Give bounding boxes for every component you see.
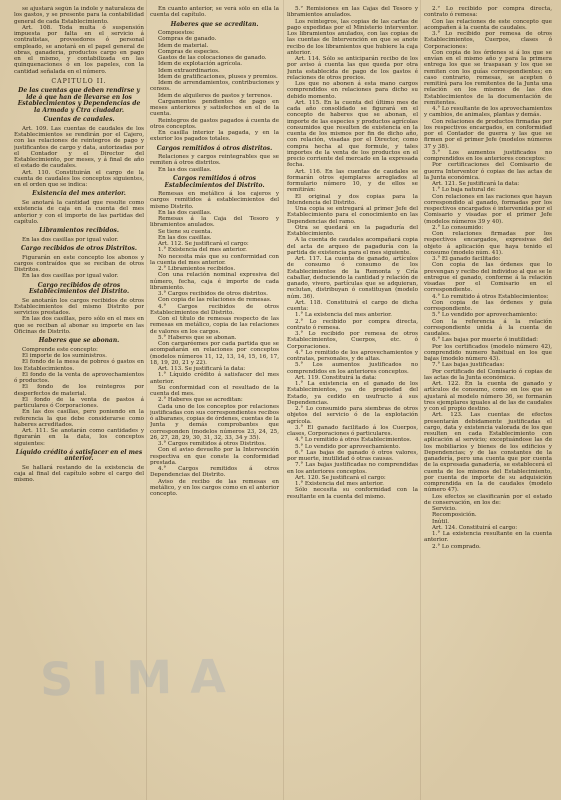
paragraph: Cada uno de los conceptos por relaciones justificadas con sus correspondientes recibos ó albaranes, copias de órdenes, cuentas de la Junta y demás comprobantes que corresponden (modelos números 23, 24, 25, 26, 27, 28, 29, 30, 31, 32, 33, 34 y 35). xyxy=(150,403,279,441)
paragraph: Por los certificados (modelo número 42), comprendido numero habitual en los que bajas (modelo número 43). xyxy=(424,343,552,362)
section-heading: Cargo recibidos de otros Establecimientos del Distrito. xyxy=(28,281,130,296)
paragraph: Art. 118. Constituirá el cargo de dicha cuenta: xyxy=(287,299,418,312)
paragraph: Remesas en metálico á los cajeros y cargos remitidos á establecimientos del mismo Distrito. xyxy=(150,191,279,210)
paragraph: El fondo de los reintegros por desperfectos de material. xyxy=(14,384,144,397)
paragraph: Cargamentos pendientes de pago en meses anteriores y satisfechos en el de la cuenta. xyxy=(150,98,279,118)
paragraph: 1.° La existencia resultante en la cuenta anterior. xyxy=(424,531,552,544)
section-heading: Haberes que se abonan. xyxy=(38,337,120,345)
paragraph: Art. 113. Se justificará la data: xyxy=(158,366,246,373)
paragraph: Art. 114. Sólo se anticiparán recibo de los por aviso á cuenta las que queda por otra Junta establecida de pago de los gastos é relaciones de otros precios. xyxy=(287,56,418,81)
paragraph: Con copia de las órdenes y guía correspondiente. xyxy=(424,299,552,312)
section-heading: Líquido crédito á satisfacer en el mes anterior. xyxy=(15,448,143,463)
paragraph: En casilla interior la pagada, y en la exterior los pagados totales. xyxy=(150,130,279,143)
paragraph: Una copia se entregará al primer Jefe del Establecimiento para el conocimiento en las Dependencias del ramo. xyxy=(287,206,418,225)
paragraph: 5.° Los aumentos justificados no comprendidos en los anteriores conceptos. xyxy=(287,362,418,375)
section-heading: Cargos remitidos á otros distritos. xyxy=(156,144,273,152)
paragraph: Art. 112. Se justificará el cargo: xyxy=(158,241,249,248)
paragraph: Figurarán en este concepto los abonos y cargos contraídos que se reciban de otros Distritos. xyxy=(14,254,144,273)
paragraph: Los efectos se clasificarán por el estado de conservación, en los de: xyxy=(424,493,552,506)
column-rule xyxy=(146,0,147,800)
paragraph: Sólo necesita su conformidad con la resultante en la cuenta del mismo. xyxy=(287,487,418,500)
paragraph: En las dos casillas por igual valor. xyxy=(22,273,119,280)
paragraph: se ajustará según la índole y naturaleza de los gastos, y se presente para la contabilidad general de cada Establecimiento. xyxy=(14,6,144,25)
paragraph: Reintegros de gastos pagados á cuenta de otros conceptos. xyxy=(150,117,279,130)
paragraph: Servicio. xyxy=(432,506,457,512)
paragraph: Con las relaciones de este concepto que acompañen á la cuenta de caudales. xyxy=(424,18,552,31)
paragraph: Con el título de remesas respecto de las remesas en metálico, copia de las relaciones de valores en los cargos. xyxy=(150,316,279,335)
paragraph: 3.° El ganado facilitado: xyxy=(432,256,501,262)
paragraph: Art. 121. Se justificará la data: xyxy=(432,181,520,187)
paragraph: Gastos de las colocaciones de ganado. xyxy=(158,55,267,62)
paragraph: Se anotará la cantidad que resulte como existencia de caja en la cuenta del mes anterior y con el importe de las partidas del capítulo. xyxy=(14,200,144,225)
paragraph: Art. 115. En la cuenta del último mes de cada año consolidado se figurará en el concepto de haberes que se abonan, el importe de las especies y productos agrícolas consumidos que resulten de existencia en la cuenta de los mismos por fin de dicho año, con relación, visadas por el Director, como compra hecha al que formule, y tales importes de la venta de los productos en el precio corriente del mercado en la expresada fecha. xyxy=(287,99,418,169)
section-heading: Haberes que se acreditan. xyxy=(170,20,259,28)
paragraph: 6.° Las bajas por muerte ó inutilidad: xyxy=(432,337,539,344)
paragraph: Con copia de las órdenes que lo prevengan y recibo del individuo al que se le entregue el ganado, conforme á la relación visadas por el Comisario en el correspondiente. xyxy=(424,262,552,294)
paragraph: Idem extraordinarios. xyxy=(158,67,220,74)
paragraph: Idem de material. xyxy=(158,42,209,49)
section-heading: Cargos remitidos á otros Establecimientos del Distrito. xyxy=(164,174,265,189)
text-column-3 xyxy=(287,6,418,500)
paragraph: 5.° Lo vendido por aprovechamiento. xyxy=(295,443,401,450)
paragraph: Idem de gratificaciones, pluses y premios. xyxy=(158,73,278,80)
paragraph: 1.° Existencia del mes anterior. xyxy=(158,247,247,254)
paragraph: El importe de los suministros. xyxy=(22,353,107,360)
paragraph: Con copia de los órdenes si á los que se envían en el mismo año y para la primera entrega los que se traspasan y los que se remiten con los guías correspondientes; en caso contrario, remesas, se acepten ó remitirá para los remitentes de la Junta una relación en los mismos de las dos Establecimientos de la documentación de remitentes. xyxy=(424,49,552,106)
paragraph: Art. 111. Se anotarán como cantidades y figurarán en la data, los conceptos siguientes: xyxy=(14,428,144,447)
paragraph: Art. 124. Constituirá el cargo: xyxy=(432,524,518,531)
paragraph: Se hallará restando de la existencia de caja al final del capítulo sobre el cargo del mismo. xyxy=(14,464,144,484)
paragraph: Con relaciones firmadas por los respectivos encargados, expresivas del objeto á aplicación que haya tenido el consumo (modelo núm. 41). xyxy=(424,231,552,256)
paragraph: Remesas á la Caja del Tesoro y libramientos anulados. xyxy=(150,216,279,229)
paragraph: Con cargaréemes por cada partida que se acompañarán en relaciones por conceptos (modelos números 11, 12, 13, 14, 15, 16, 17, 18, 19, 20, 21 y 22). xyxy=(150,341,279,366)
paragraph: 4.° Lo resultante de los aprovechamientos y cambios, de animales, plantas y demás. xyxy=(424,106,552,119)
paragraph: Se anotarán los cargos recibidos de otros Establecimientos del mismo Distrito por servicios prestados. xyxy=(14,297,144,317)
column-rule xyxy=(283,0,284,800)
paragraph: Recomposición. xyxy=(432,512,477,519)
paragraph: 2.° Lo comprado. xyxy=(432,543,481,550)
paragraph: En las dos casillas. xyxy=(158,166,212,173)
paragraph: 3.° Cargos recibidos de otros distritos. xyxy=(158,291,268,298)
paragraph: Art. 110. Constituirán el cargo de la cuenta de caudales los conceptos siguientes, en el orden que se indica: xyxy=(14,169,144,189)
paragraph: 4.° Lo remitido á otros Establecimientos: xyxy=(432,293,549,300)
paragraph: Compras de especies. xyxy=(158,48,220,55)
paragraph: Art. 117. La cuenta de ganado, artículos de consumo ó consumo de los Establecimientos de la Remonta y Cría caballar, deduciendo la cantidad y relación de ganado, vivero, partículas que se adquieran, reclutan, distribuyan ó constituyan (modelo núm. 36). xyxy=(287,256,418,300)
paragraph: En las dos casillas. xyxy=(158,209,212,216)
text-column-4 xyxy=(424,6,552,550)
section-heading: Cargo recibidos de otros Distritos. xyxy=(21,244,137,252)
paragraph: Los reintegros, las copias de las cartas de pago expedidas por el Ministerio interventor. Los libramientos anulados, con las copias de las cuentas de Intervención en que se anote recibo de los libramientos que hubiere la caja anterior. xyxy=(287,18,418,56)
paragraph: Con el aviso devuelto por la Intervención respectiva en que conste la conformidad prestada. xyxy=(150,447,279,466)
chapter-heading: CAPITULO II. xyxy=(51,77,107,85)
paragraph: En las dos casillas. xyxy=(158,234,212,241)
paragraph: Por certificado del Comisario ó copias de las actas de la Junta económica. xyxy=(424,368,552,381)
paragraph: Por certificaciones del Comisario de guerra Interventor ó copias de las actas de la Junta económica. xyxy=(424,162,552,181)
paragraph: 2.° Lo consumido: xyxy=(432,224,484,231)
paragraph: Aviso de recibo de las remesas en metálico, y en los cargos como en el anterior concepto. xyxy=(150,478,279,498)
section-heading: Existencia del mes anterior. xyxy=(32,190,126,198)
paragraph: Con relaciones de productos firmadas por los respectivos encargados, en conformidad por el Contador de guerra y las que se firmen por el primer Jefe (modelos números 37 y 38). xyxy=(424,118,552,150)
paragraph: Art. 108. Toda multa ó suspensión impuesta por falta en el servicio á contratistas, proveedores ó personal empleado, se anotará en el papel general de obras, ganaderia, productos cargo en pago en el mismo, y contabilizada en las quinquenaciones ó en los papeles, con la cantidad señalada en el número. xyxy=(14,24,144,75)
paragraph: 3.° Lo recibido por remesa de otros Establecimientos, Cuerpos, clases ó Corporaciones: xyxy=(424,31,552,50)
paragraph: 3.° El ganado facilitado á los Cuerpos, clases, Corporaciones ó particulares. xyxy=(287,424,418,437)
paragraph: 4.° Lo remitido á otros Establecimientos. xyxy=(295,437,412,444)
paragraph: 2.° Lo consumido para siembras de otros objetos del servicio ó de la explotación agrícola. xyxy=(287,406,418,425)
paragraph: 3.° Lo recibido por remesa de otros Establecimientos, Cuerpos, etc. ó Corporaciones. xyxy=(287,331,418,350)
paragraph: Compuestos: xyxy=(158,30,195,37)
paragraph: 1.° Lo baja natural de: xyxy=(432,187,496,194)
paragraph: 5.° Los aumentos justificados no comprendidos en los anteriores conceptos: xyxy=(424,149,552,162)
paragraph: Inútil. xyxy=(432,518,450,525)
paragraph: Idem de explotación agrícola. xyxy=(158,61,243,68)
paragraph: Con copia de las relaciones de remesas. xyxy=(158,297,272,304)
paragraph: 7.° Las bajas justificadas: xyxy=(432,362,505,369)
column-rule xyxy=(420,0,421,800)
paragraph: El fondo de la venta de pastos á particulares ó Corporaciones. xyxy=(14,396,144,410)
paragraph: El fondo de la venta de aprovechamientos ó productos. xyxy=(14,371,144,385)
paragraph: 5.° Lo vendido por aprovechamiento: xyxy=(432,312,538,319)
paragraph: 1.° Líquido crédito á satisfacer del mes anterior. xyxy=(150,372,279,385)
paragraph: 4.° Cargos remitidos á otros Dependencias del Distrito. xyxy=(150,466,279,479)
paragraph: 5.° Remisiones en las Cajas del Tesoro y libramientos anulados. xyxy=(287,6,418,19)
paragraph: Art. 109. Las cuentas de caudales de los Establecimientos se rendirán por el Cajero, con las relaciones de reintegros de pago y justificantes de cargo y data, autorizadas por el Contador y el Director del Establecimiento, por meses, y á final de año el estado de caudales. xyxy=(14,125,144,170)
paragraph: Compras de ganado. xyxy=(158,36,217,43)
paragraph: 2.° Haberes que se acreditan: xyxy=(158,397,243,404)
paragraph: Art. 120. Se justificará el cargo: xyxy=(295,474,386,481)
paragraph: 2.° Libramientos recibidos. xyxy=(158,266,236,273)
paragraph: Se tiene su cuenta. xyxy=(158,228,213,235)
section-heading: Cuentas de caudales. xyxy=(43,116,115,124)
paragraph: Art. 122. En la cuenta de ganado y artículos de consumo, como en los que se ajustará al modelo número 36, se formarán tres ejemplares iguales al de las de caudales y con el propio destino. xyxy=(424,381,552,412)
paragraph: Los que no abonen á esta mano cargos comprendidos en relaciones para dicho su debido momento. xyxy=(287,81,418,100)
text-column-1 xyxy=(14,6,144,484)
paragraph: Relaciones y cargos reintegrables que se remiten á otros distritos. xyxy=(150,154,279,167)
paragraph: Comprende este concepto: xyxy=(22,346,98,353)
paragraph: Art. 119. Constituirá la data: xyxy=(295,374,377,381)
paragraph: En las dos casillas, pero sólo en el mes en que se reciban al abonar su importe en las Oficinas de Distrito. xyxy=(14,316,144,335)
paragraph: 7.° Las bajas justificadas no comprendidas en los anteriores conceptos. xyxy=(287,462,418,475)
paragraph: 3.° Cargos remitidos á otros Distritos. xyxy=(158,441,267,448)
paragraph: Otra se quedará en la pagaduría del Establecimiento. xyxy=(287,224,418,237)
watermark-stamp: SIMA xyxy=(39,648,245,707)
paragraph: 6.° Las bajas de ganado ó otros valores, por muerte, inutilidad ó otras causas. xyxy=(287,449,418,462)
section-heading: De las cuentas que deben rendirse y lde á que han de llevarse en los Establecimientos y Dependencias de la Armada y Ctra ciudadar. xyxy=(17,87,141,114)
paragraph: Idem de arrendamientos, contribuciones y censos. xyxy=(150,80,279,93)
paragraph: No necesita más que su conformidad con la cuenta del mes anterior. xyxy=(150,253,279,266)
text-column-2 xyxy=(150,6,279,497)
paragraph: El original y dos copias para la Intendencia del Distrito. xyxy=(287,193,418,206)
paragraph: 2.° Lo recibido por compra directa, contrato ó remesa. xyxy=(287,318,418,331)
paragraph: 1.° La existencia en el ganado de los Establecimientos, ya de propiedad del Estado, ya cedido en usufructo á sus Dependencias. xyxy=(287,381,418,406)
paragraph: En cuanto anterior, se verá sólo en ella la cuenta del capítulo. xyxy=(150,6,279,19)
paragraph: 4.° Cargos recibidos de otros Establecimientos del Distrito. xyxy=(150,303,279,316)
paragraph: 2.° Lo recibido por compra directa, contrato ó remesa: xyxy=(424,6,552,19)
section-heading: Libramientos recibidos. xyxy=(39,227,119,235)
paragraph: 5.° Haberes que se abonan. xyxy=(158,334,237,341)
paragraph: Idem de alquileres de pastos y terrenos. xyxy=(158,92,273,99)
paragraph: Con la referencia á la relación correspondiente unida á la cuenta de caudales. xyxy=(424,318,552,337)
paragraph: El fondo de la mesa de pobres ó gastos en los Establecimientos. xyxy=(14,359,144,372)
paragraph: 1.° La existencia del mes anterior. xyxy=(295,312,392,319)
paragraph: A la cuenta de caudales acompañará copia del acta de arqueo de pagaduría con la partida de existencia para el mes siguiente. xyxy=(287,237,418,256)
paragraph: Art. 123. Las cuentas de efectos presentarán debidamente justificadas el cargo, data y existencia valorada de los que resulten en cada Establecimiento con aplicación al servicio; exceptuándose las de los mobiliarios y bienes de los edificios y Dependencias; y de las constantes de la ganadería, pero una cuenta que por cuenta de la expresada ganadería, se establecerá el cuenta de los mismos del Establecimiento, por cuenta de importe de su adquisición comprendida en la de caudales (modelo número 47). xyxy=(424,412,552,494)
paragraph: En las dos casillas por igual valor. xyxy=(22,236,119,243)
paragraph: Art. 116. En las cuentas de caudales se formarán otros ejemplares arreglados al formulario número 10, y de ellos se remitirán: xyxy=(287,168,418,194)
paragraph: 4.° Lo remitido de los aprovechamientos y contratas, personales, y de altas. xyxy=(287,349,418,362)
paragraph: Con una relación nominal expresiva del número, fecha, caja é importe de cada libramiento. xyxy=(150,272,279,291)
paragraph: Con relaciones en las raciones que hayan correspondido al ganado, formadas por los respectivos encargados é intervenidas por el Comisario y visadas por el primer Jefe (modelos números 39 y 40). xyxy=(424,193,552,225)
paragraph: 1.° Existencia del mes anterior. xyxy=(295,481,384,487)
paragraph: Su conformidad con el resultado de la cuenta del mes. xyxy=(150,384,279,398)
paragraph: En las dos casillas, pero poniendo en la referencia la que debe considerarse como haberes acreditados. xyxy=(14,409,144,428)
